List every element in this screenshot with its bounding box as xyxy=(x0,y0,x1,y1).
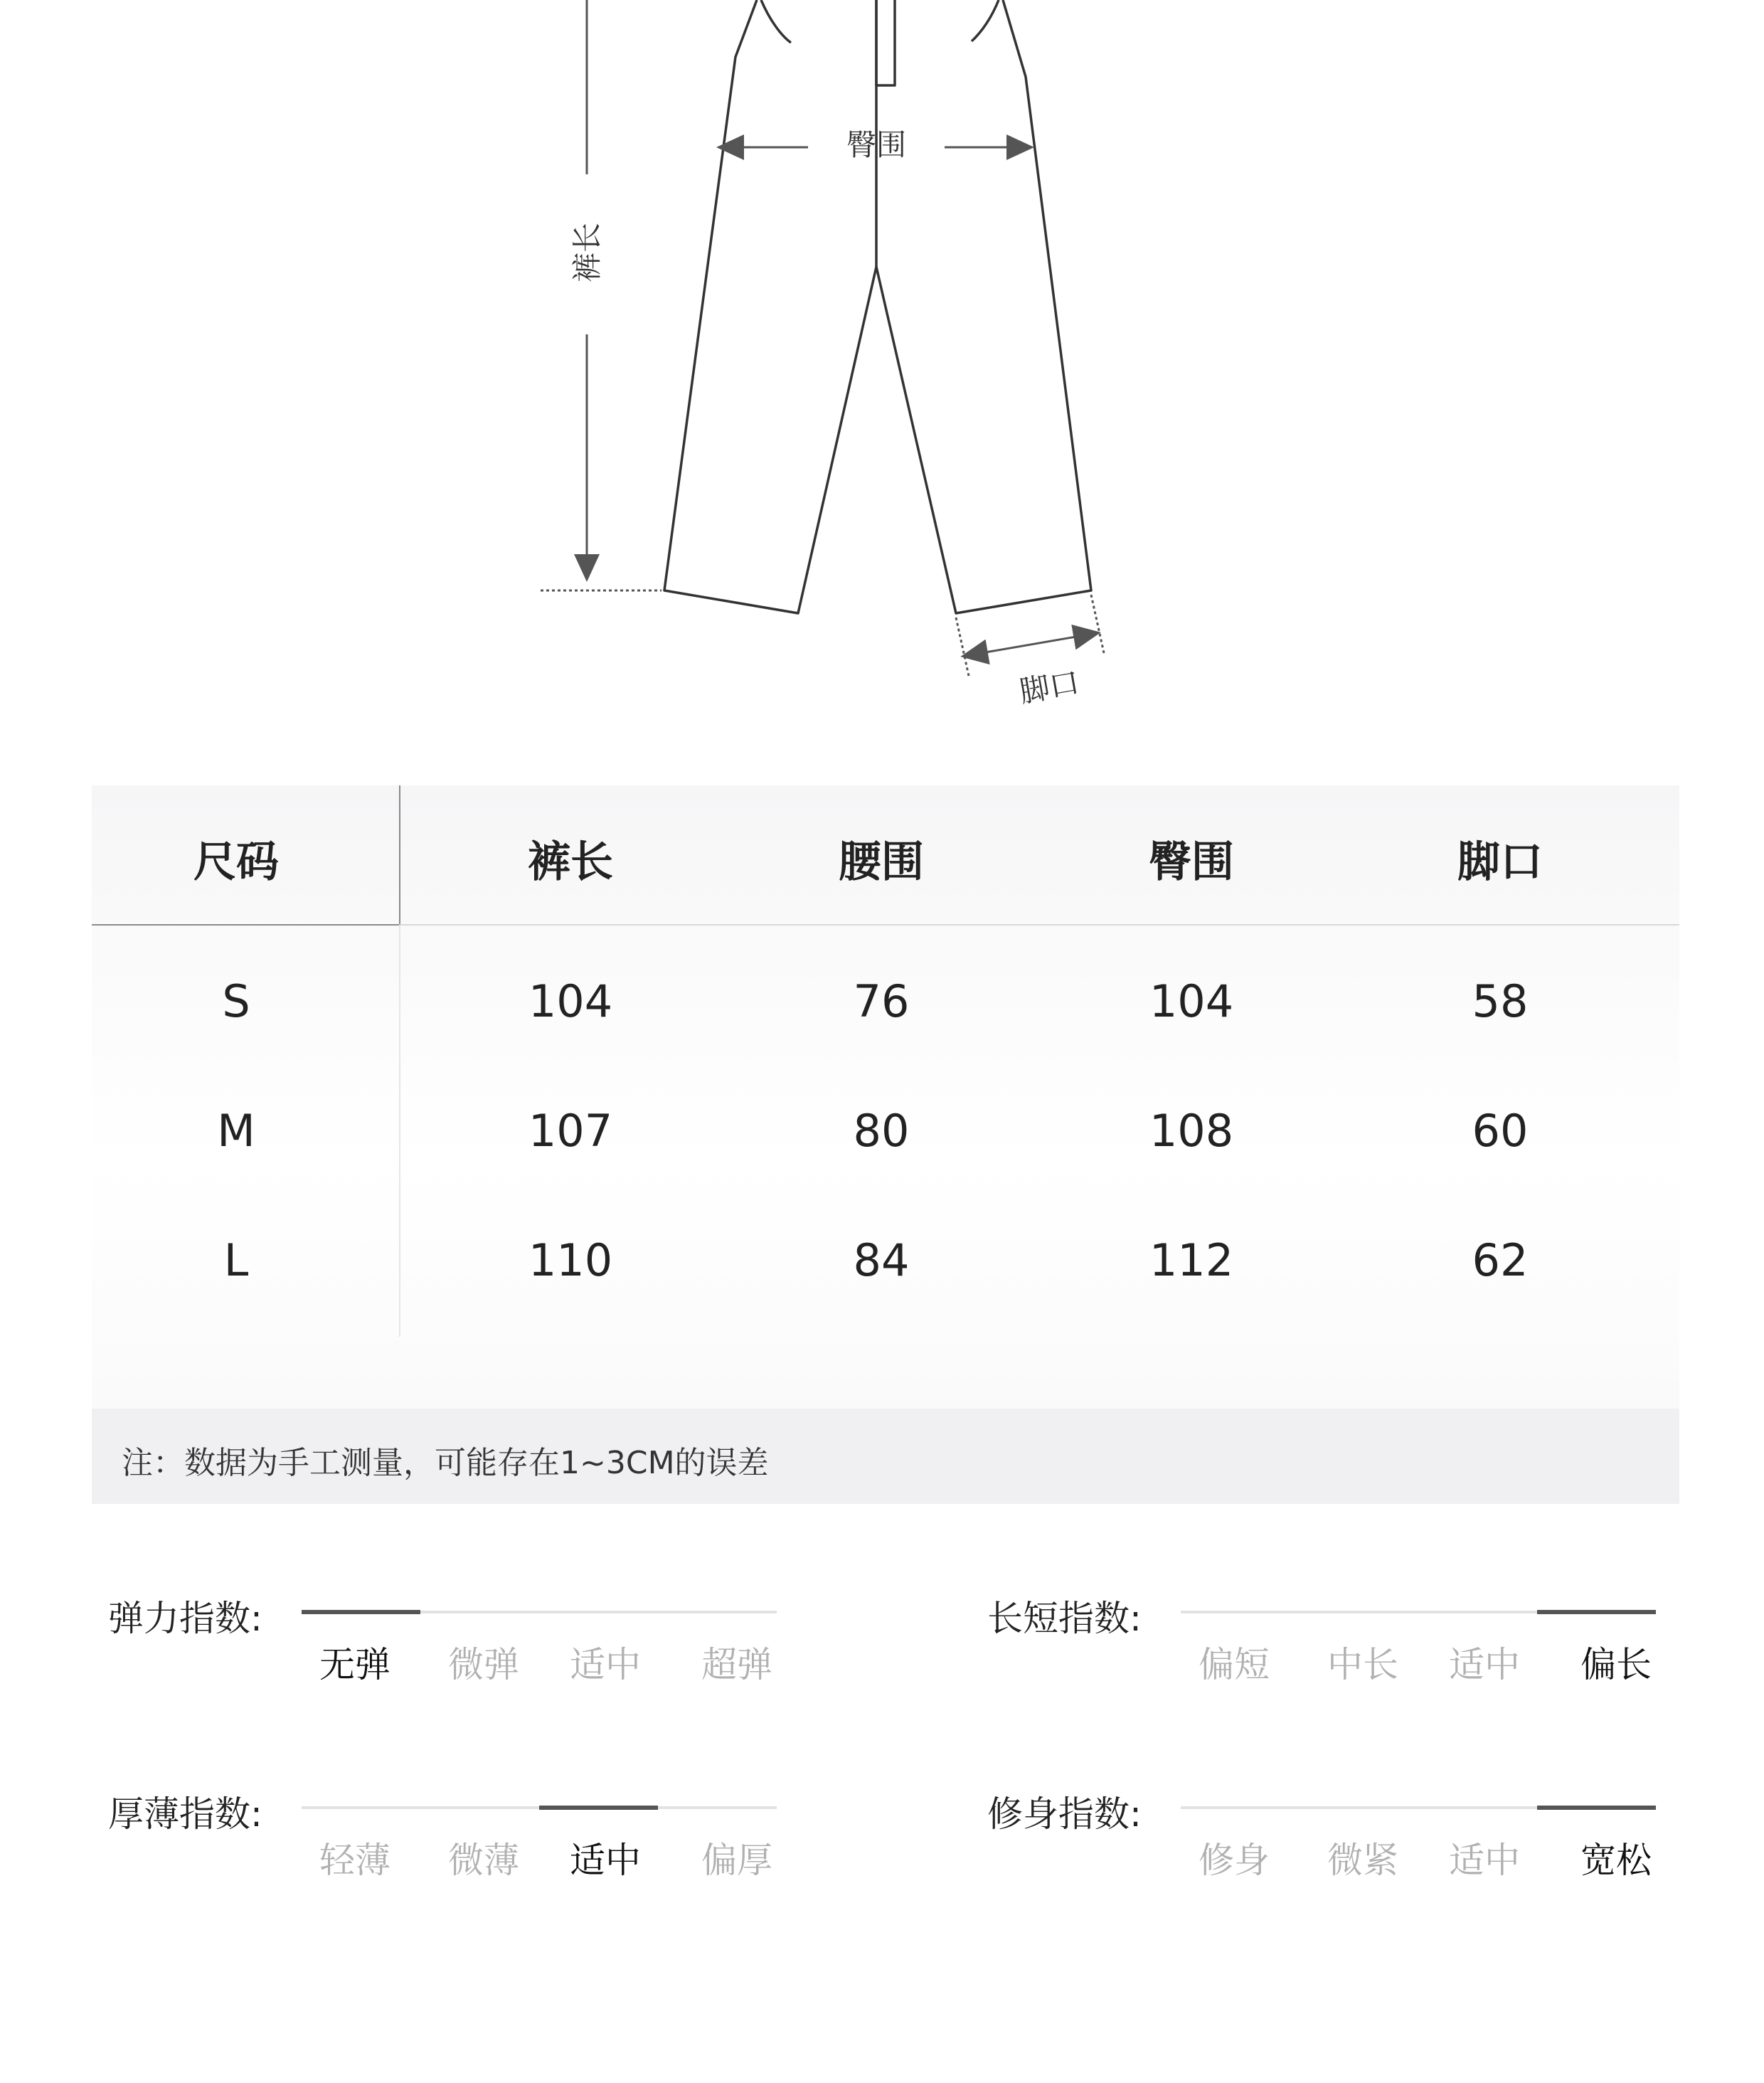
row-m-size: M xyxy=(217,1105,255,1157)
row-l-hem: 62 xyxy=(1472,1234,1529,1286)
header-divider xyxy=(399,924,1679,926)
row-s-hem: 58 xyxy=(1472,975,1529,1027)
pants-measurement-diagram xyxy=(0,0,1764,768)
elasticity-title: 弹力指数: xyxy=(108,1598,262,1639)
measurement-note xyxy=(92,1409,1679,1504)
header-waist: 腰围 xyxy=(839,837,924,887)
row-l-waist: 84 xyxy=(853,1234,910,1286)
row-l-length: 110 xyxy=(528,1234,613,1286)
thickness-title: 厚薄指数: xyxy=(108,1793,262,1835)
row-s-hip: 104 xyxy=(1149,975,1234,1027)
row-m-length: 107 xyxy=(528,1105,613,1157)
header-pants-length: 裤长 xyxy=(528,837,613,887)
length-option-long: 偏长 xyxy=(1580,1644,1652,1685)
hem-measurement xyxy=(956,595,1104,676)
elasticity-active-bar xyxy=(302,1610,420,1614)
fit-option-medium: 适中 xyxy=(1449,1840,1520,1881)
fit-option-slightly-tight: 微紧 xyxy=(1327,1840,1398,1881)
hem-label: 脚口 xyxy=(1016,664,1083,710)
fit-index xyxy=(987,1786,1656,1885)
note-text: 注：数据为手工测量，可能存在1~3CM的误差 xyxy=(122,1445,769,1481)
length-label: 裤长 xyxy=(570,222,605,283)
thickness-option-thick: 偏厚 xyxy=(701,1840,772,1881)
elasticity-option-slight: 微弹 xyxy=(448,1644,519,1685)
length-option-medium: 适中 xyxy=(1449,1644,1520,1685)
size-table xyxy=(92,785,1679,1409)
hip-label: 臀围 xyxy=(846,127,907,162)
thickness-option-thin: 微薄 xyxy=(448,1840,519,1881)
elasticity-option-medium: 适中 xyxy=(570,1644,641,1685)
header-hem: 脚口 xyxy=(1457,837,1543,887)
thickness-active-bar xyxy=(539,1806,658,1810)
row-s-size: S xyxy=(222,975,250,1027)
fit-active-bar xyxy=(1537,1806,1656,1810)
header-divider xyxy=(92,924,399,926)
length-option-mid: 中长 xyxy=(1327,1644,1398,1685)
row-m-hip: 108 xyxy=(1149,1105,1234,1157)
pants-outline xyxy=(664,0,1091,613)
fit-option-slim: 修身 xyxy=(1199,1840,1270,1881)
elasticity-option-none: 无弹 xyxy=(319,1644,390,1685)
row-m-hem: 60 xyxy=(1472,1105,1529,1157)
elasticity-option-super: 超弹 xyxy=(701,1644,772,1685)
length-active-bar xyxy=(1537,1610,1656,1614)
header-size: 尺码 xyxy=(193,837,279,887)
header-hip: 臀围 xyxy=(1149,837,1234,887)
row-l-size: L xyxy=(223,1234,249,1286)
row-s-waist: 76 xyxy=(853,975,910,1027)
row-s-length: 104 xyxy=(528,975,613,1027)
column-divider xyxy=(399,785,400,924)
row-l-hip: 112 xyxy=(1149,1234,1234,1286)
column-divider xyxy=(399,924,400,1337)
length-title: 长短指数: xyxy=(987,1598,1142,1639)
fit-option-loose: 宽松 xyxy=(1580,1840,1652,1881)
fit-title: 修身指数: xyxy=(987,1793,1142,1835)
row-m-waist: 80 xyxy=(853,1105,910,1157)
thickness-index xyxy=(108,1786,777,1885)
length-measurement xyxy=(541,0,662,590)
elasticity-index xyxy=(108,1590,777,1690)
length-option-short: 偏短 xyxy=(1199,1644,1270,1685)
length-index xyxy=(987,1590,1656,1690)
thickness-option-light: 轻薄 xyxy=(319,1840,390,1881)
thickness-option-medium: 适中 xyxy=(570,1840,641,1881)
